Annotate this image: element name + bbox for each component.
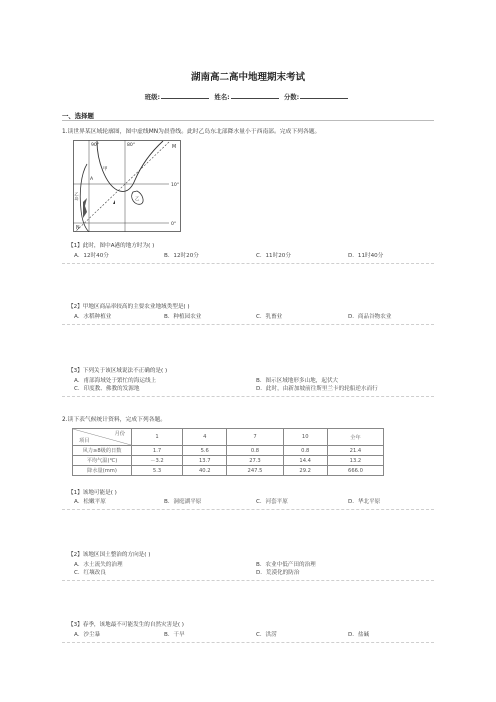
table-cell: 5.3 — [132, 466, 183, 476]
header-month: 月份 — [114, 431, 125, 437]
table-row — [73, 456, 384, 466]
q2-sub1-option-b[interactable]: B．洞庭湖平原 — [164, 499, 202, 505]
q2-sub2-option-d[interactable]: D．荒漠化的防治 — [256, 570, 300, 576]
divider — [62, 509, 434, 510]
label-jia: 甲 — [103, 167, 108, 172]
q2-sub1-option-a[interactable]: A．松嫩平原 — [74, 499, 106, 505]
table-header-cell: 全年 — [327, 429, 383, 446]
q1-sub3-option-d[interactable]: D．此时，由新加坡前往斯里兰卡的轮船逆水而行 — [256, 386, 378, 392]
lon-label-80: 80° — [127, 143, 136, 148]
q2-sub1-text: 【1】该地可能是( ) — [68, 490, 117, 496]
label-island: 乙岛 — [74, 192, 80, 201]
table-header-cell: 4 — [183, 429, 227, 446]
west-coastline — [80, 164, 89, 232]
divider — [62, 642, 434, 643]
page-title: 湖南高二高中地理期末考试 — [190, 72, 305, 83]
table-cell: 247.5 — [227, 466, 283, 476]
question-2-stem: 2.读下表气候统计资料，完成下列各题。 — [62, 417, 167, 423]
table-header-cell: 10 — [283, 429, 327, 446]
table-corner-cell — [73, 429, 132, 446]
q1-sub1-text: 【1】此时，图中A港的地方时为( ) — [68, 243, 155, 249]
table-cell: 13.7 — [183, 456, 227, 466]
table-row — [73, 466, 384, 476]
score-label: 分数: — [283, 93, 300, 101]
section-divider — [62, 120, 434, 121]
row-label: 降水量(mm) — [73, 466, 132, 476]
divider — [62, 396, 434, 397]
name-label: 姓名: — [214, 93, 230, 101]
table-cell: 27.3 — [227, 456, 283, 466]
table-row — [73, 446, 384, 456]
q1-sub2-option-a[interactable]: A．水稻种植业 — [74, 314, 112, 320]
section-heading: 一、选择题 — [62, 112, 94, 120]
q1-sub1-option-c[interactable]: C．11时20分 — [256, 253, 291, 259]
table-header-row — [73, 429, 384, 446]
q2-sub1-option-d[interactable]: D．华北平原 — [348, 499, 381, 505]
table-cell: 1.7 — [132, 446, 183, 456]
score-blank — [300, 92, 348, 99]
climate-data-table — [72, 428, 384, 476]
q1-sub2-option-b[interactable]: B．种植园农业 — [164, 314, 202, 320]
q2-sub1-option-c[interactable]: C．河套平原 — [256, 499, 288, 505]
q2-sub2-text: 【2】该地区国土整治的方向是( ) — [68, 552, 151, 558]
table-cell: 666.0 — [327, 466, 383, 476]
q2-sub2-option-b[interactable]: B．农业中低产田的治理 — [256, 562, 316, 568]
q2-sub3-option-d[interactable]: D．盐碱 — [348, 632, 370, 638]
q2-sub3-option-a[interactable]: A．沙尘暴 — [74, 632, 101, 638]
q1-sub1-option-a[interactable]: A．12时40分 — [74, 253, 109, 259]
table-cell: －3.2 — [132, 456, 183, 466]
q1-sub3-option-a[interactable]: A．甫部海域处于繁忙的海运线上 — [74, 378, 157, 384]
q1-sub3-option-b[interactable]: B．图示区域地形多山地，起伏大 — [256, 378, 339, 384]
table-header-cell: 7 — [227, 429, 283, 446]
table-cell: 0.8 — [283, 446, 327, 456]
row-label: 风力≥8级的日数 — [73, 446, 132, 456]
island-block — [83, 198, 87, 218]
lat-label-10: 10° — [171, 183, 180, 188]
table-cell: 14.4 — [283, 456, 327, 466]
question-1-stem: 1.读世界某区域轮廓图，图中虚线MN为晨昏线。此时乙岛东北部降水量小于西南部。完成下列各题。 — [62, 129, 321, 135]
divider — [62, 263, 434, 264]
region-outline-map — [73, 140, 181, 232]
q2-sub3-option-b[interactable]: B．干旱 — [164, 632, 185, 638]
q1-sub3-option-c[interactable]: C．印度教、佛教的发源地 — [74, 386, 140, 392]
student-info-line — [0, 92, 496, 101]
label-yi: 乙 — [135, 197, 140, 202]
q1-sub2-option-c[interactable]: C．乳畜业 — [256, 314, 283, 320]
table-cell: 0.8 — [227, 446, 283, 456]
lon-label-90: 90° — [91, 143, 100, 148]
q1-sub2-option-d[interactable]: D．商品谷物农业 — [348, 314, 392, 320]
q2-sub3-text: 【3】春季，该地最不可能发生的自然灾害是( ) — [68, 622, 184, 628]
q1-sub1-option-d[interactable]: D．11时40分 — [348, 253, 384, 259]
q1-sub3-text: 【3】下列关于该区域说法不正确的是( ) — [68, 368, 168, 374]
table-cell: 29.2 — [283, 466, 327, 476]
table-cell: 21.4 — [327, 446, 383, 456]
label-a: A — [90, 177, 94, 182]
table-cell: 13.2 — [327, 456, 383, 466]
q1-sub2-text: 【2】甲地区商品率较高的主要农业地域类型是( ) — [68, 304, 190, 310]
q1-sub1-option-b[interactable]: B．12时20分 — [164, 253, 199, 259]
class-label: 班级: — [144, 93, 161, 101]
small-island — [113, 200, 115, 204]
table-header-cell: 1 — [132, 429, 183, 446]
table-cell: 5.6 — [183, 446, 227, 456]
row-label: 平均气温(℃) — [73, 456, 132, 466]
name-blank — [231, 92, 279, 99]
divider — [62, 324, 434, 325]
q2-sub2-option-c[interactable]: C．红壤改良 — [74, 570, 106, 576]
divider — [62, 580, 434, 581]
class-blank — [161, 92, 209, 99]
header-item: 项目 — [79, 438, 90, 444]
label-m: M — [172, 145, 177, 150]
lat-label-0: 0° — [171, 222, 177, 227]
q2-sub3-option-c[interactable]: C．洪涝 — [256, 632, 277, 638]
table-cell: 40.2 — [183, 466, 227, 476]
q2-sub2-option-a[interactable]: A．水土流失的治理 — [74, 562, 123, 568]
label-n: N — [76, 226, 80, 231]
